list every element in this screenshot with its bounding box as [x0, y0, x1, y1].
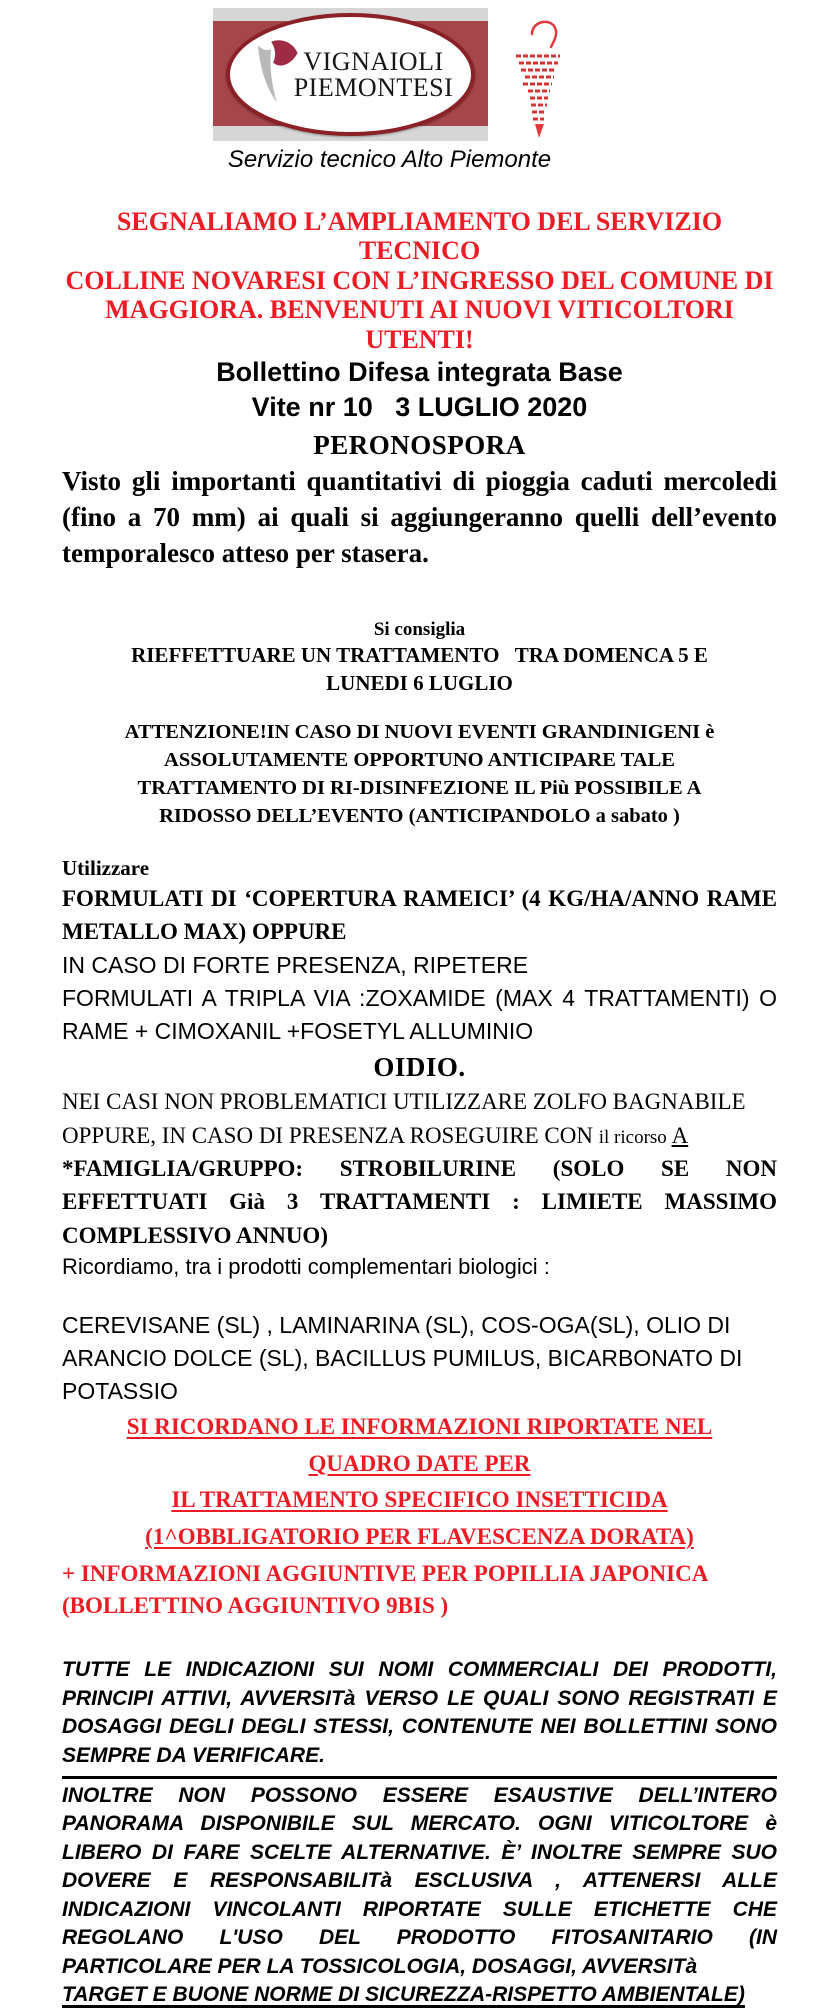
- disclaimer-part2-text: INOLTRE NON POSSONO ESSERE ESAUSTIVE DELL’INTERO PANORAMA DISPONIBILE SUL MERCATO. OGNI VITICOLTORE è LIBERO DI FARE SCELTE ALTERNATIVE. È’ INOLTRE SEMPRE SUO DOVERE E RESPONSABILITà ESCLUSIVA , ATTENERSI ALLE INDICAZIONI VINCOLANTI RIPORTATE SULLE ETICHETTE CHE REGOLANO L'USO DEL PRODOTTO FITOSANITARIO (IN PARTICOLARE PER LA TOSSICOLOGIA, DOSAGGI, AVVERSITà: [62, 1783, 777, 1978]
- strong-presence-note: IN CASO DI FORTE PRESENZA, RIPETERE: [62, 951, 529, 978]
- oppure-small: il ricorso: [598, 1126, 672, 1148]
- advice-label: Si consiglia: [373, 618, 466, 640]
- service-tagline: Servizio tecnico Alto Piemonte: [227, 146, 552, 173]
- bio-products-list: CEREVISANE (SL) , LAMINARINA (SL), COS-OGA(SL), OLIO DI ARANCIO DOLCE (SL), BACILLUS PUMILUS, BICARBONATO DI POTASSIO: [62, 1311, 743, 1405]
- insecticide-line: IL TRATTAMENTO SPECIFICO INSETTICIDA: [171, 1487, 668, 1513]
- disclaimer-part2: [62, 1782, 777, 2010]
- popillia-japonica-note: [62, 1558, 777, 1622]
- advice-line: LUNEDI 6 LUGLIO: [326, 671, 513, 696]
- bulletin-issue: Vite nr 10 3 LUGLIO 2020: [251, 392, 588, 423]
- section-heading-peronospora: PERONOSPORA: [313, 429, 526, 460]
- announcement-line: COLLINE NOVARESI CON L’INGRESSO DEL COMUNE DI: [65, 265, 774, 295]
- insecticide-line: QUADRO DATE PER: [308, 1450, 531, 1476]
- warning-line: ASSOLUTAMENTE OPPORTUNO ANTICIPARE TALE: [164, 749, 675, 772]
- announcement-line: SEGNALIAMO L’AMPLIAMENTO DEL SERVIZIO TECNICO: [116, 207, 723, 266]
- popillia-line: (BOLLETTINO AGGIUNTIVO 9BIS ): [62, 1593, 449, 1619]
- advice-text: [62, 642, 777, 698]
- warning-line: ATTENZIONE!IN CASO DI NUOVI EVENTI GRANDINIGENI è: [124, 721, 715, 744]
- announcement: [62, 207, 777, 354]
- famiglia-gruppo: *FAMIGLIA/GRUPPO: STROBILURINE (SOLO SE NON EFFETTUATI Già 3 TRATTAMENTI : LIMIETE MASSIMO COMPLESSIVO ANNUO): [62, 1155, 777, 1248]
- oppure-main: OPPURE, IN CASO DI PRESENZA ROSEGUIRE CON: [62, 1122, 599, 1148]
- copper-formulations: FORMULATI DI ‘COPERTURA RAMEICI’ (4 KG/HA/ANNO RAME METALLO MAX) OPPURE: [62, 886, 777, 945]
- logo-oval: [226, 13, 475, 136]
- warning-line: RIDOSSO DELL’EVENTO (ANTICIPANDOLO a sabato ): [159, 804, 680, 827]
- logo-wordmark: [293, 47, 454, 102]
- bulletin-title: Bollettino Difesa integrata Base: [216, 356, 623, 387]
- popillia-line: + INFORMAZIONI AGGIUNTIVE PER POPILLIA JAPONICA: [62, 1560, 709, 1586]
- piemonte-map-icon: [506, 14, 566, 140]
- insecticide-reminder: [62, 1409, 777, 1556]
- disclaimer-part1: TUTTE LE INDICAZIONI SUI NOMI COMMERCIALI DEI PRODOTTI, PRINCIPI ATTIVI, AVVERSITà VERSO LE QUALI SONO REGISTRATI E DOSAGGI DEGLI DEGLI STESSI, CONTENUTE NEI BOLLETTINI SONO SEMPRE DA VERIFICARE.: [62, 1656, 777, 1778]
- disclaimer-part2-underlined: TARGET E BUONE NORME DI SICUREZZA-RISPETTO AMBIENTALE): [62, 1983, 745, 2007]
- oppure-ref: A: [671, 1122, 689, 1148]
- hail-warning: [62, 719, 777, 831]
- triple-way-formulations: FORMULATI A TRIPLA VIA :ZOXAMIDE (MAX 4 TRATTAMENTI) O RAME + CIMOXANIL +FOSETYL ALLUMINIO: [62, 985, 777, 1045]
- logo-word-1: VIGNAIOLI: [303, 47, 444, 77]
- peronospora-intro: Visto gli importanti quantitativi di pioggia caduti mercoledi (fino a 70 mm) ai quali si aggiungeranno quelli dell’evento temporalesco atteso per stasera.: [62, 466, 777, 568]
- advice-line: RIEFFETTUARE UN TRATTAMENTO TRA DOMENCA 5 E: [131, 643, 708, 668]
- bio-intro: Ricordiamo, tra i prodotti complementari biologici :: [62, 1253, 550, 1279]
- section-heading-oidio: OIDIO.: [373, 1051, 466, 1082]
- insecticide-line: (1^OBBLIGATORIO PER FLAVESCENZA DORATA): [145, 1524, 694, 1550]
- header: [32, 8, 747, 174]
- insecticide-line: SI RICORDANO LE INFORMAZIONI RIPORTATE NEL: [126, 1413, 713, 1439]
- oidio-line1: NEI CASI NON PROBLEMATICI UTILIZZARE ZOLFO BAGNABILE: [62, 1089, 746, 1115]
- warning-line: TRATTAMENTO DI RI-DISINFEZIONE IL Più POSSIBILE A: [137, 777, 702, 800]
- disclaimer: [62, 1656, 777, 2010]
- logo-v-swoosh-icon: [250, 38, 298, 106]
- vignaioli-piemontesi-logo: [213, 8, 488, 141]
- use-label: Utilizzare: [62, 855, 150, 880]
- logo-word-2: PIEMONTESI: [293, 72, 454, 102]
- announcement-line: MAGGIORA. BENVENUTI AI NUOVI VITICOLTORI UTENTI!: [105, 295, 734, 354]
- oidio-oppure-line: [62, 1119, 777, 1152]
